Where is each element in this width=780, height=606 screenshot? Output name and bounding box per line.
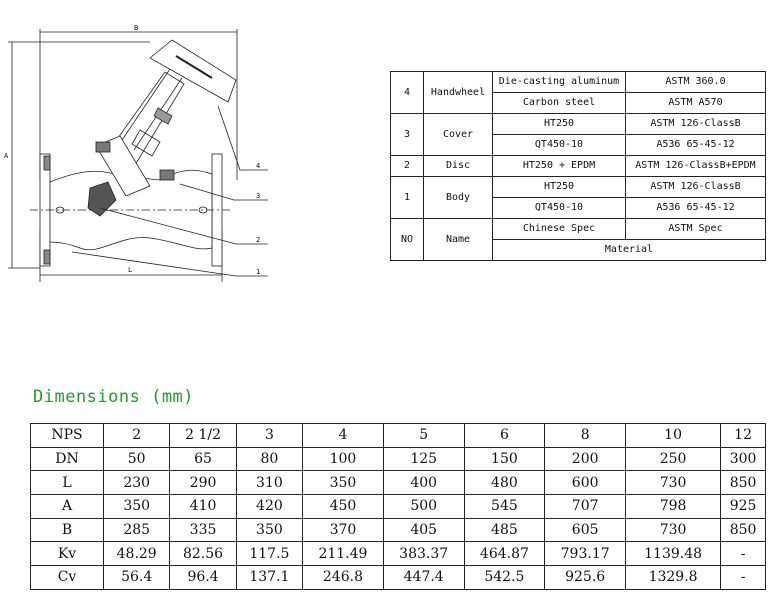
bom-name: Body: [424, 177, 493, 219]
table-row: [391, 72, 766, 93]
row-label: L: [31, 471, 104, 495]
bom-header-astm-spec: ASTM Spec: [626, 219, 766, 240]
table-row: [391, 114, 766, 135]
table-cell: 480: [464, 471, 545, 495]
bill-of-materials-table: [390, 71, 766, 261]
table-row: [391, 177, 766, 198]
bom-chinese-spec: QT450-10: [493, 135, 626, 156]
table-cell: 798: [626, 495, 721, 519]
callout-1: 1: [256, 268, 261, 276]
row-label: B: [31, 518, 104, 542]
table-cell: 400: [383, 471, 464, 495]
table-cell: 80: [236, 447, 302, 471]
table-cell: 545: [464, 495, 545, 519]
bom-astm-spec: A536 65-45-12: [626, 198, 766, 219]
table-cell: 56.4: [104, 566, 170, 590]
bom-chinese-spec: Die-casting aluminum: [493, 72, 626, 93]
table-cell: 1329.8: [626, 566, 721, 590]
table-cell: 850: [721, 518, 766, 542]
table-cell: 100: [303, 447, 384, 471]
table-cell: 707: [545, 495, 626, 519]
table-cell: 6: [464, 424, 545, 448]
table-cell: 82.56: [170, 542, 236, 566]
table-cell: 250: [626, 447, 721, 471]
table-cell: 4: [303, 424, 384, 448]
table-cell: 1139.48: [626, 542, 721, 566]
table-cell: 730: [626, 518, 721, 542]
bom-no: 2: [391, 156, 424, 177]
bom-astm-spec: ASTM 126-ClassB: [626, 177, 766, 198]
table-row: [31, 542, 766, 566]
table-cell: 335: [170, 518, 236, 542]
bom-astm-spec: ASTM 360.0: [626, 72, 766, 93]
table-cell: 464.87: [464, 542, 545, 566]
table-row: [31, 566, 766, 590]
table-cell: 150: [464, 447, 545, 471]
table-cell: 125: [383, 447, 464, 471]
table-cell: 48.29: [104, 542, 170, 566]
row-label: Cv: [31, 566, 104, 590]
dimensions-title: Dimensions (mm): [33, 387, 195, 407]
table-cell: 12: [721, 424, 766, 448]
table-cell: 850: [721, 471, 766, 495]
table-cell: 925.6: [545, 566, 626, 590]
bom-header-chinese-spec: Chinese Spec: [493, 219, 626, 240]
bom-no: 3: [391, 114, 424, 156]
table-cell: 350: [236, 518, 302, 542]
table-row: [391, 156, 766, 177]
table-cell: 350: [104, 495, 170, 519]
dim-label-a: A: [4, 152, 9, 160]
bom-header-no: NO: [391, 219, 424, 261]
table-cell: 96.4: [170, 566, 236, 590]
table-cell: 485: [464, 518, 545, 542]
table-cell: 370: [303, 518, 384, 542]
table-cell: 230: [104, 471, 170, 495]
table-cell: 10: [626, 424, 721, 448]
table-cell: 137.1: [236, 566, 302, 590]
row-label: NPS: [31, 424, 104, 448]
bom-name: Disc: [424, 156, 493, 177]
table-cell: -: [721, 542, 766, 566]
table-cell: 605: [545, 518, 626, 542]
table-cell: 500: [383, 495, 464, 519]
row-label: DN: [31, 447, 104, 471]
table-cell: 420: [236, 495, 302, 519]
bom-name: Handwheel: [424, 72, 493, 114]
table-cell: 925: [721, 495, 766, 519]
table-cell: 8: [545, 424, 626, 448]
table-cell: 793.17: [545, 542, 626, 566]
table-cell: 310: [236, 471, 302, 495]
table-cell: 50: [104, 447, 170, 471]
table-cell: 285: [104, 518, 170, 542]
bom-chinese-spec: HT250 + EPDM: [493, 156, 626, 177]
bom-astm-spec: ASTM 126-ClassB: [626, 114, 766, 135]
bom-no: 1: [391, 177, 424, 219]
table-cell: 211.49: [303, 542, 384, 566]
dim-label-l: L: [128, 266, 133, 274]
dim-label-b: B: [134, 24, 139, 32]
bom-astm-spec: ASTM 126-ClassB+EPDM: [626, 156, 766, 177]
table-cell: 450: [303, 495, 384, 519]
table-cell: -: [721, 566, 766, 590]
bom-chinese-spec: QT450-10: [493, 198, 626, 219]
bom-chinese-spec: Carbon steel: [493, 93, 626, 114]
table-row: [31, 447, 766, 471]
row-label: Kv: [31, 542, 104, 566]
table-row: [31, 518, 766, 542]
callout-4: 4: [256, 162, 261, 170]
table-cell: 447.4: [383, 566, 464, 590]
table-row: [31, 495, 766, 519]
table-row: [31, 471, 766, 495]
table-cell: 383.37: [383, 542, 464, 566]
table-cell: 2 1/2: [170, 424, 236, 448]
table-cell: 2: [104, 424, 170, 448]
bom-chinese-spec: HT250: [493, 177, 626, 198]
table-cell: 3: [236, 424, 302, 448]
table-cell: 290: [170, 471, 236, 495]
bom-astm-spec: A536 65-45-12: [626, 135, 766, 156]
bom-no: 4: [391, 72, 424, 114]
table-cell: 542.5: [464, 566, 545, 590]
bom-name: Cover: [424, 114, 493, 156]
table-cell: 300: [721, 447, 766, 471]
callout-3: 3: [256, 192, 261, 200]
table-cell: 5: [383, 424, 464, 448]
table-cell: 200: [545, 447, 626, 471]
bom-header-name: Name: [424, 219, 493, 261]
table-cell: 350: [303, 471, 384, 495]
bom-header-material: Material: [493, 240, 766, 261]
table-cell: 65: [170, 447, 236, 471]
table-cell: 246.8: [303, 566, 384, 590]
row-label: A: [31, 495, 104, 519]
callout-2: 2: [256, 236, 261, 244]
table-cell: 405: [383, 518, 464, 542]
table-cell: 117.5: [236, 542, 302, 566]
table-cell: 410: [170, 495, 236, 519]
dimensions-table: [30, 423, 766, 590]
bom-chinese-spec: HT250: [493, 114, 626, 135]
table-cell: 730: [626, 471, 721, 495]
table-row: [31, 424, 766, 448]
bom-astm-spec: ASTM A570: [626, 93, 766, 114]
valve-technical-drawing: [0, 20, 300, 290]
table-row: [391, 219, 766, 240]
table-cell: 600: [545, 471, 626, 495]
